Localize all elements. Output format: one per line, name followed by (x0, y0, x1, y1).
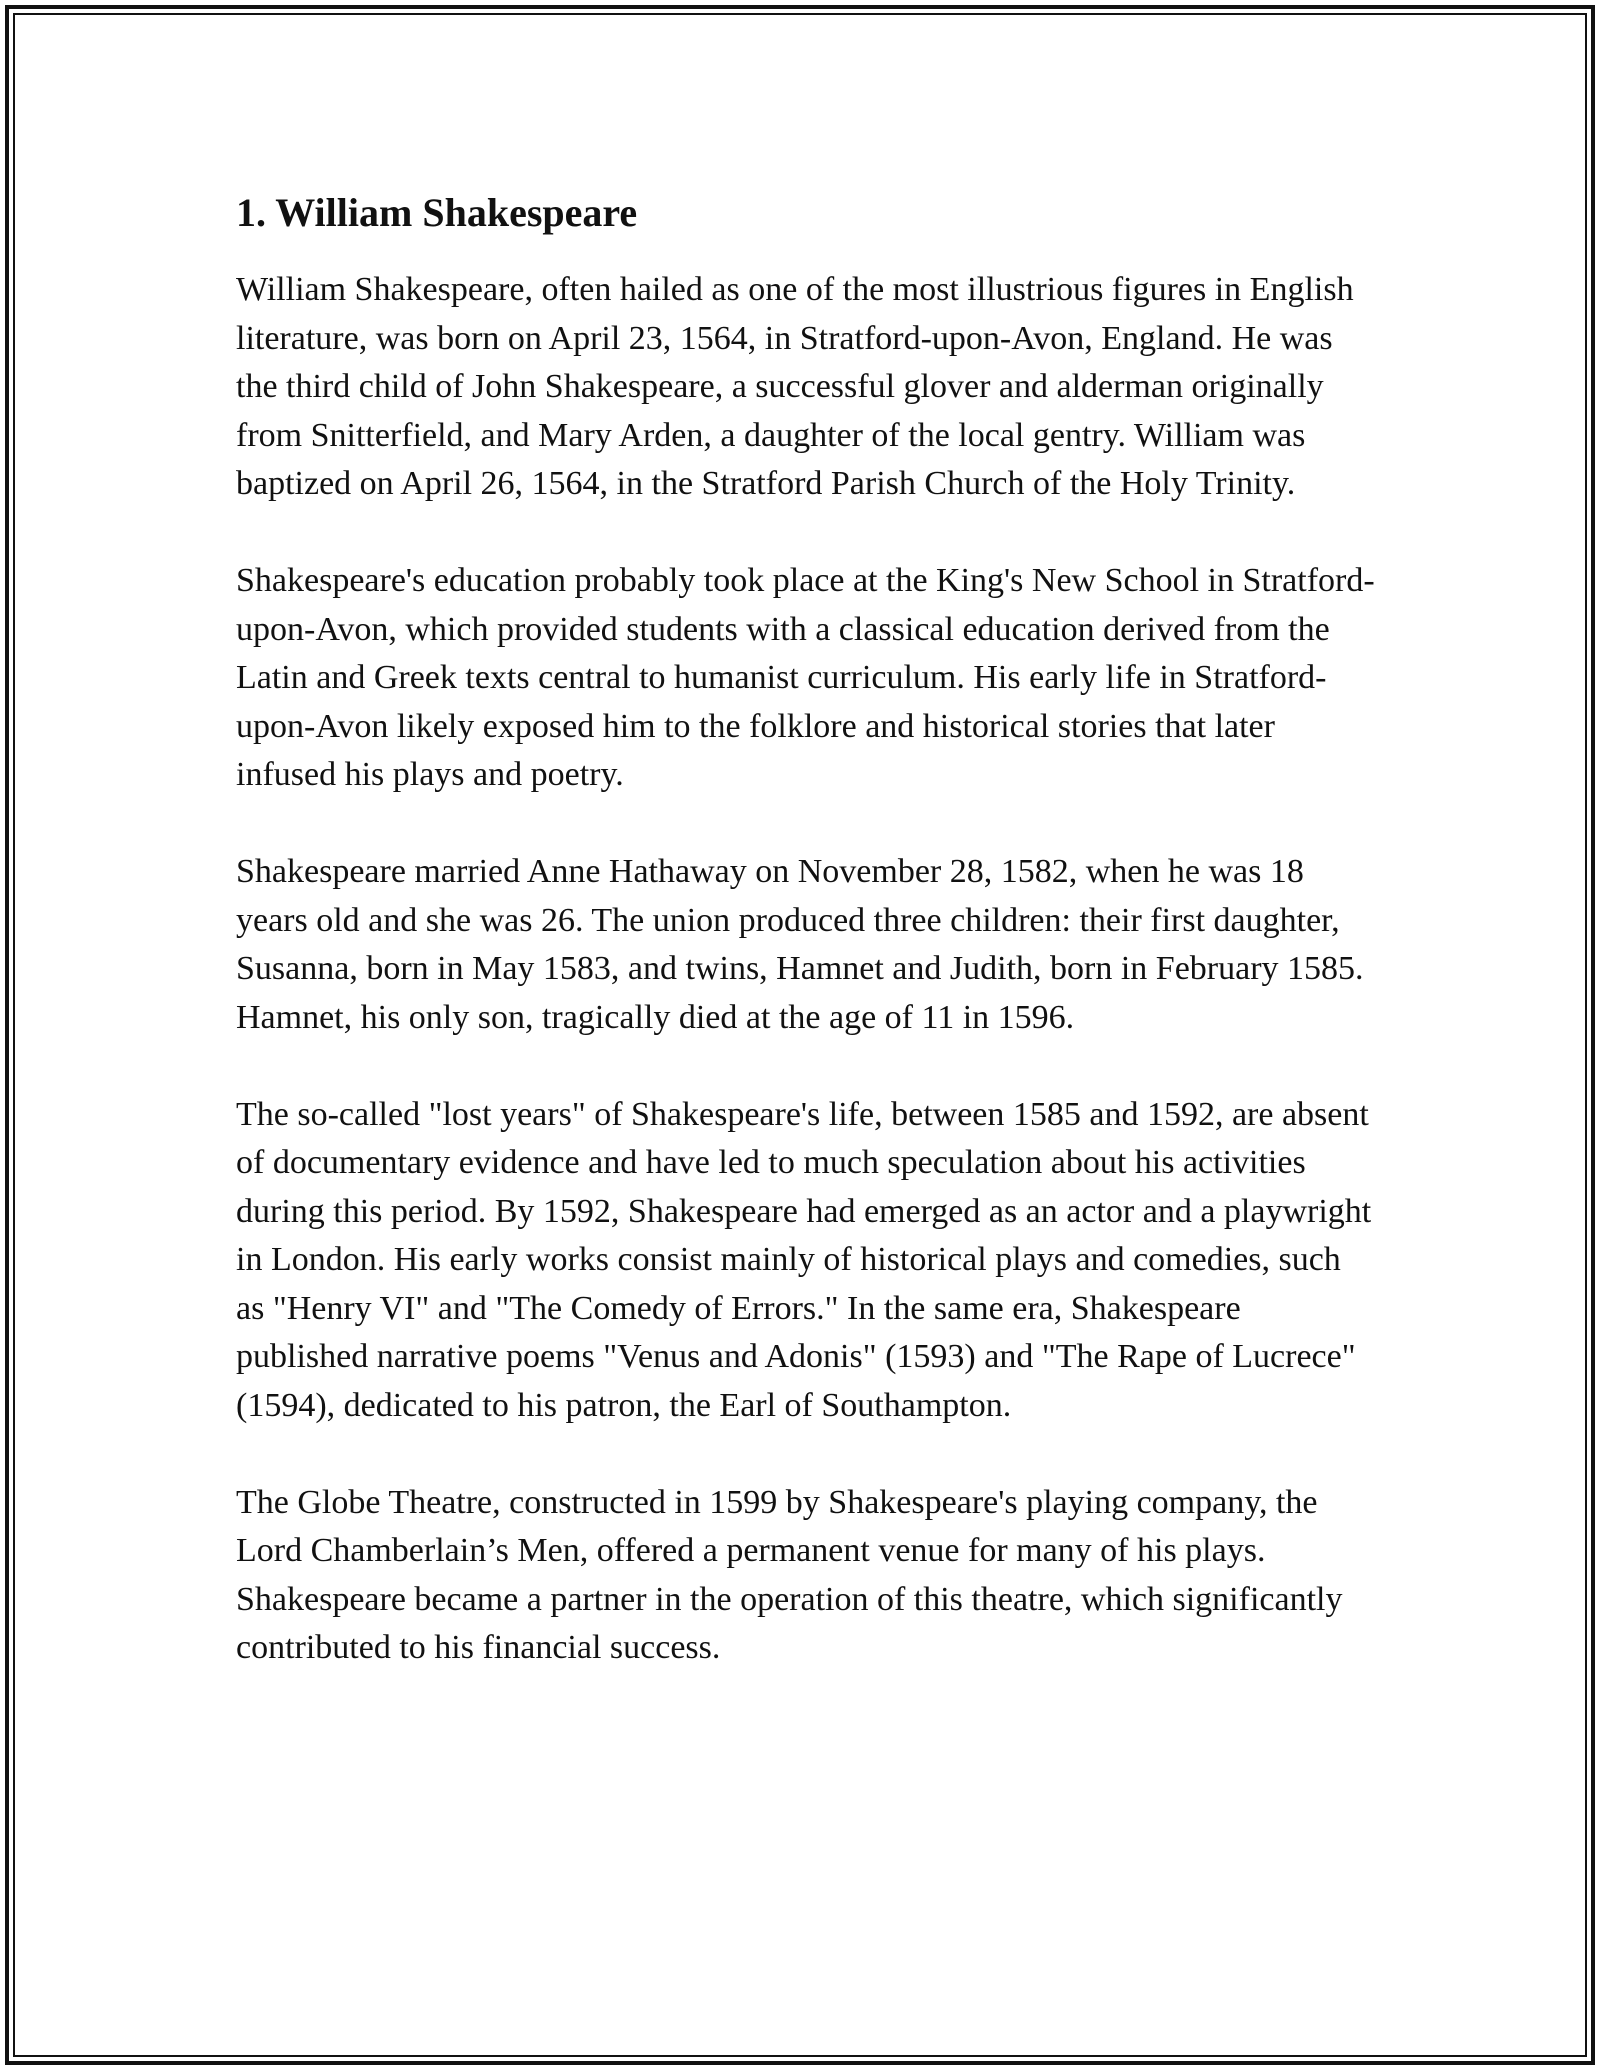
paragraph-education: Shakespeare's education probably took place at the King's New School in Stratford-upon-Avon, which provided students with a classical education derived from the Latin and Greek texts central to humanist curriculum. His early life in Stratford-upon-Avon likely exposed him to the folklore and historical stories that later infused his plays and poetry. (236, 562, 1375, 793)
paragraph-marriage: Shakespeare married Anne Hathaway on November 28, 1582, when he was 18 years old and she was 26. The union produced three children: their first daughter, Susanna, born in May 1583, and twins, Hamnet and Judith, born in February 1585. Hamnet, his only son, tragically died at the age of 11 in 1596. (236, 853, 1364, 1036)
document-body (236, 186, 1376, 1721)
paragraph-lost-years: The so-called "lost years" of Shakespeare's life, between 1585 and 1592, are absent of documentary evidence and have led to much speculation about his activities during this period. By 1592, Shakespeare had emerged as an actor and a playwright in London. His early works consist mainly of historical plays and comedies, such as "Henry VI" and "The Comedy of Errors." In the same era, Shakespeare published narrative poems "Venus and Adonis" (1593) and "The Rape of Lucrece" (1594), dedicated to his patron, the Earl of Southampton. (236, 1095, 1372, 1424)
section-heading: 1. William Shakespeare (236, 190, 638, 235)
paragraph-globe-theatre: The Globe Theatre, constructed in 1599 by Shakespeare's playing company, the Lord Chamberlain’s Men, offered a permanent venue for many of his plays. Shakespeare became a partner in the operation of this theatre, which significantly contributed to his financial success. (236, 1483, 1343, 1666)
paragraph-birth: William Shakespeare, often hailed as one of the most illustrious figures in English literature, was born on April 23, 1564, in Stratford-upon-Avon, England. He was the third child of John Shakespeare, a successful glover and alderman originally from Snitterfield, and Mary Arden, a daughter of the local gentry. William was baptized on April 26, 1564, in the Stratford Parish Church of the Holy Trinity. (236, 271, 1354, 502)
